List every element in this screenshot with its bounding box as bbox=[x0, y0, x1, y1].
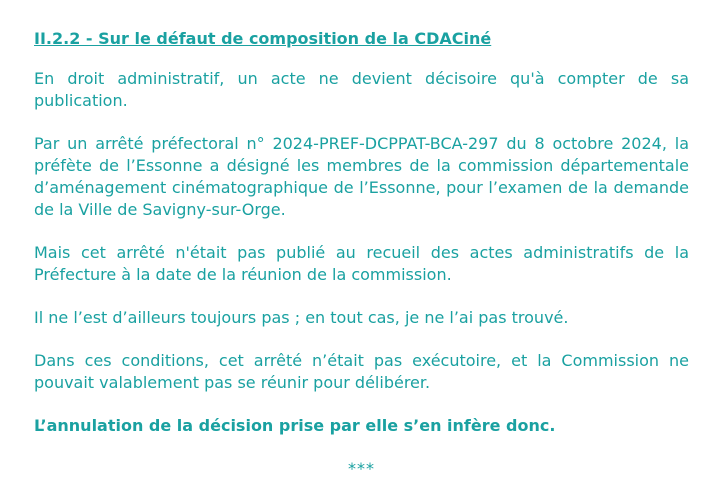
paragraph-1: En droit administratif, un acte ne devient décisoire qu'à compter de sa publication. bbox=[34, 69, 689, 110]
section-heading: II.2.2 - Sur le défaut de composition de la CDACiné bbox=[34, 29, 492, 48]
paragraph-4: Il ne l’est d’ailleurs toujours pas ; en tout cas, je ne l’ai pas trouvé. bbox=[34, 308, 569, 327]
paragraph-5: Dans ces conditions, cet arrêté n’était pas exécutoire, et la Commission ne pouvait valablement pas se réunir pour délibérer. bbox=[34, 351, 689, 392]
document-body bbox=[34, 28, 689, 480]
paragraph-3: Mais cet arrêté n'était pas publié au recueil des actes administratifs de la Préfecture à la date de la réunion de la commission. bbox=[34, 243, 689, 284]
conclusion-paragraph: L’annulation de la décision prise par elle s’en infère donc. bbox=[34, 416, 556, 435]
section-separator: *** bbox=[348, 459, 375, 478]
paragraph-2: Par un arrêté préfectoral n° 2024-PREF-DCPPAT-BCA-297 du 8 octobre 2024, la préfète de l’Essonne a désigné les membres de la commission départementale d’aménagement cinématographique de l’Essonne, pour l’examen de la demande de la Ville de Savigny-sur-Orge. bbox=[34, 134, 689, 219]
